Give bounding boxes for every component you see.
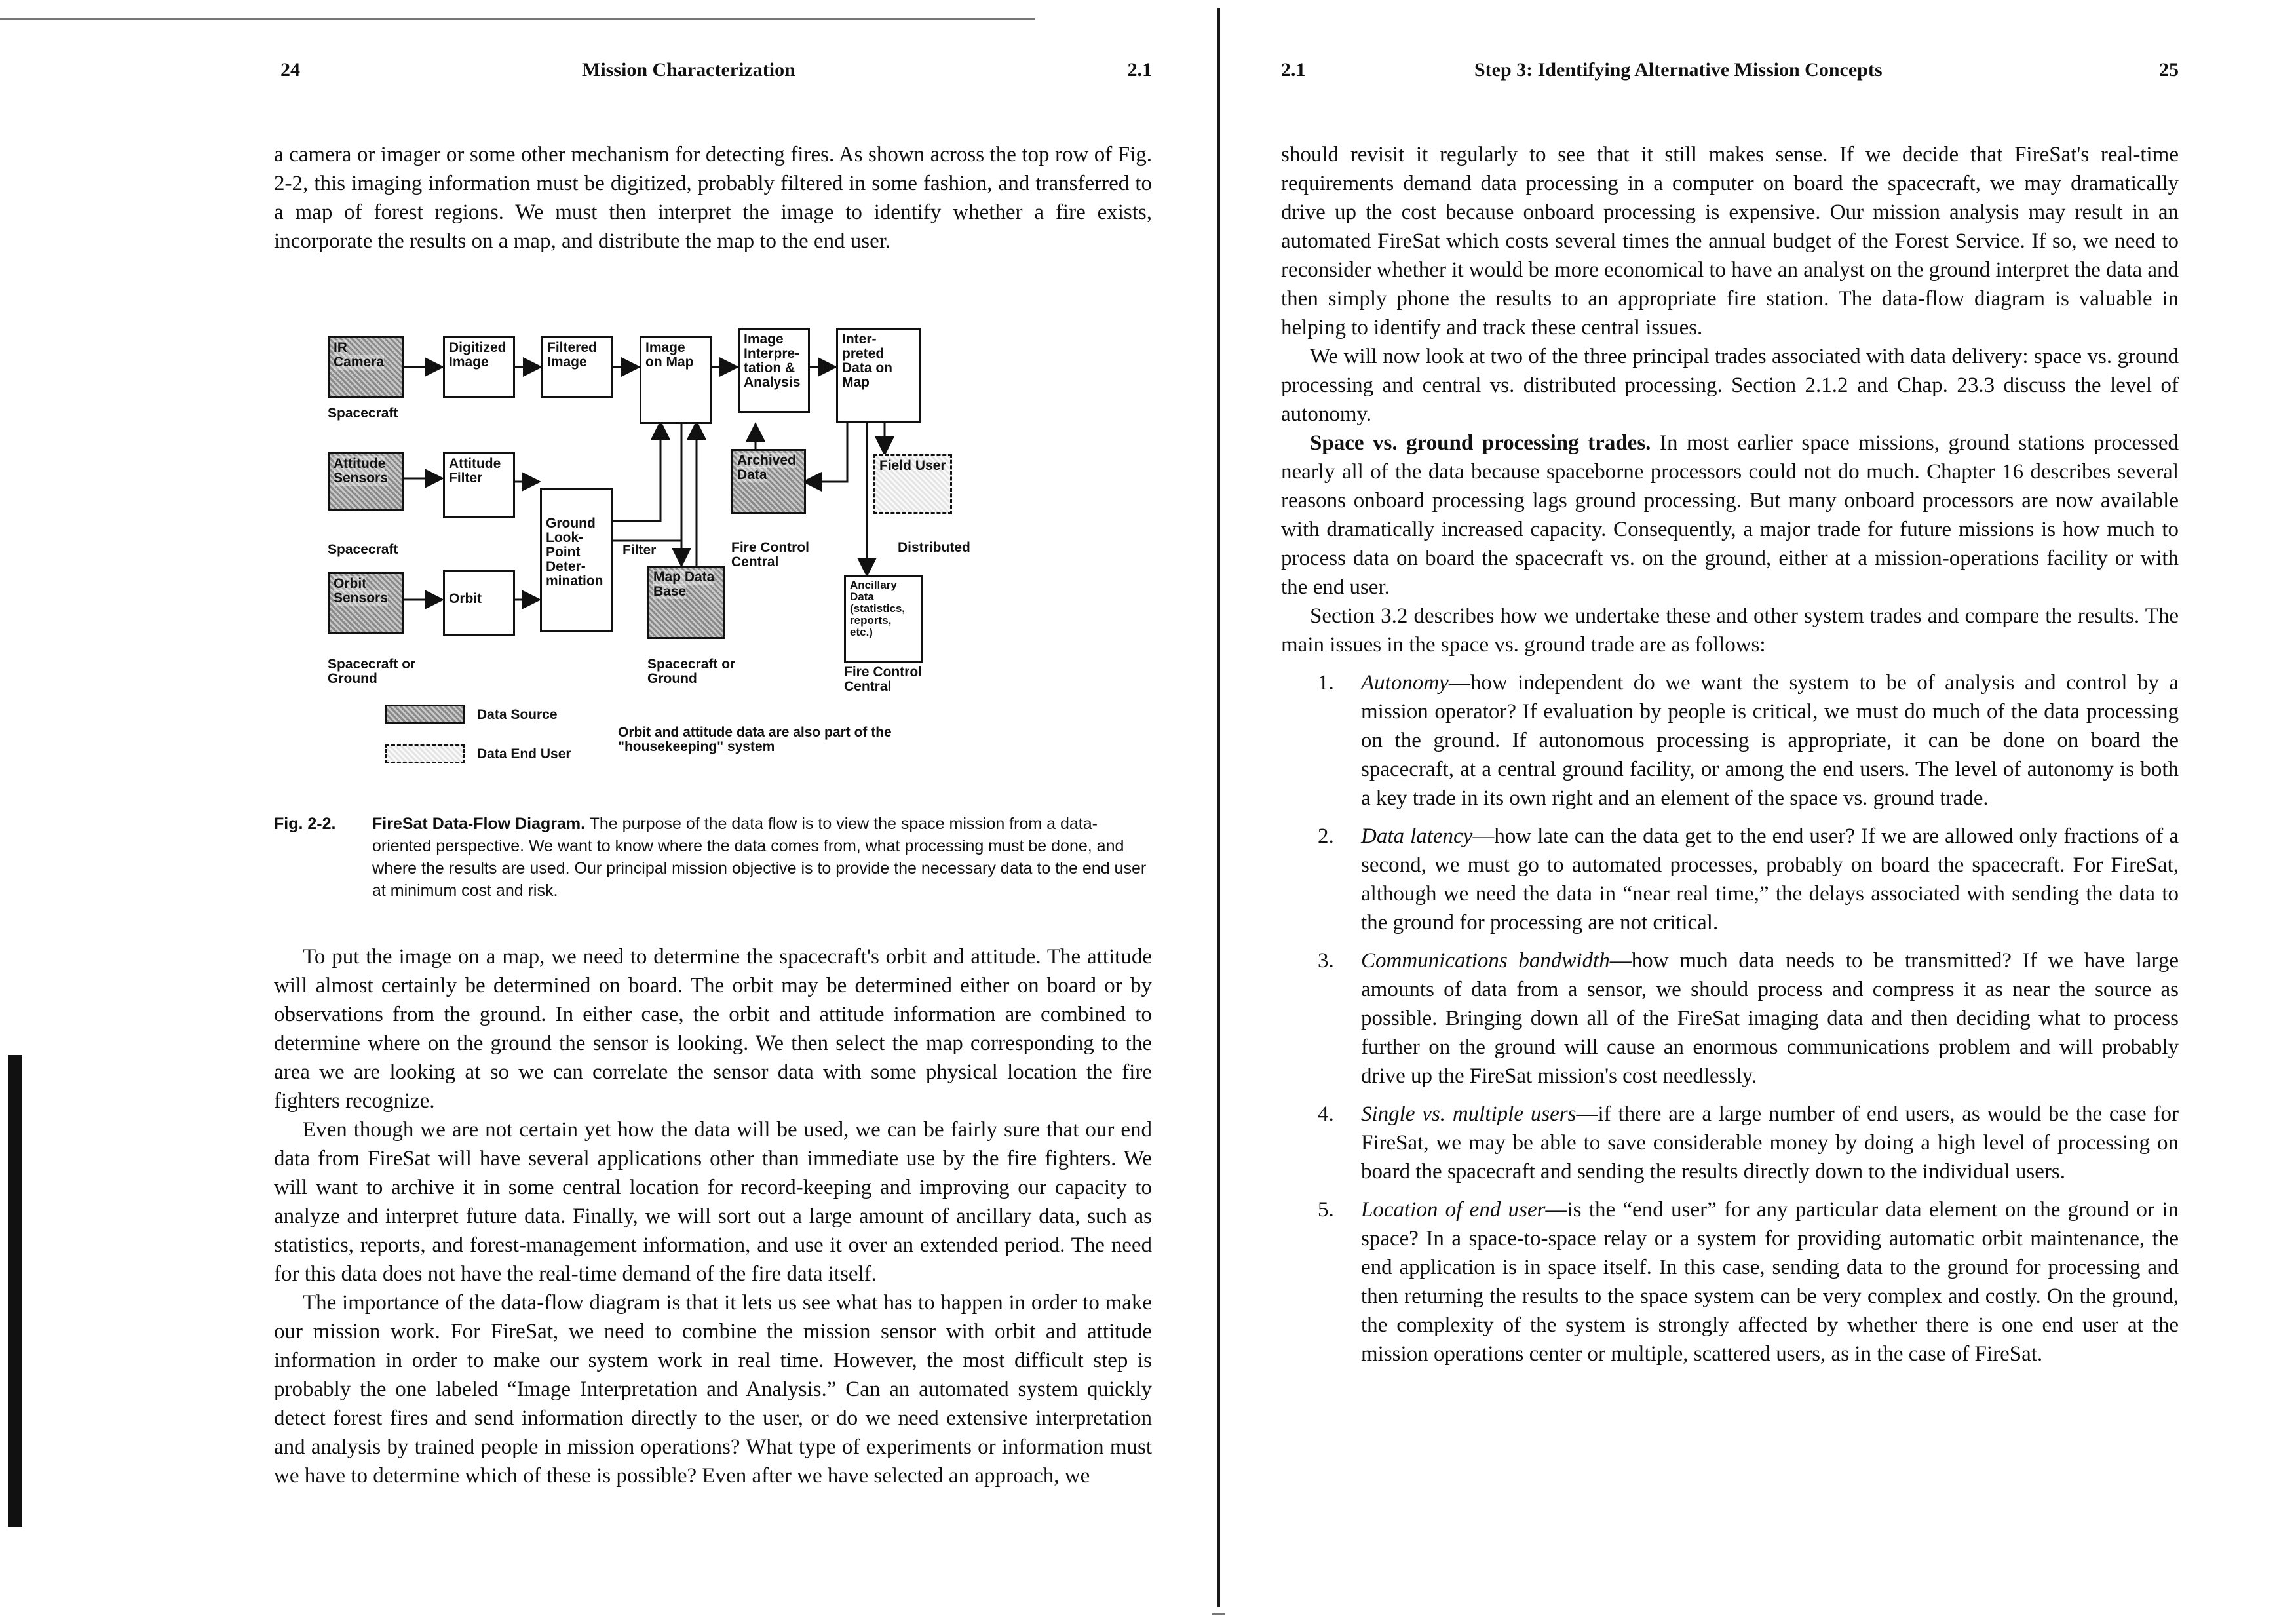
label-spacecraft-1: Spacecraft [328,406,398,421]
image-on-map-box: Image on Map [640,336,712,424]
diagram-note: Orbit and attitude data are also part of the "housekeeping" system [618,725,892,754]
filtered-image-box: Filtered Image [541,336,613,398]
section-number-right: 2.1 [1281,59,1306,81]
left-para-1: To put the image on a map, we need to determine the spacecraft's orbit and attitude. The attitude will almost certainly be determined on board. The orbit may be determined either on board or by observations from the ground. In either case, the orbit and attitude information are combined to determine where on the ground the sensor is looking. We then select the map corresponding to the area we are looking at so we can correlate the sensor data with some physical location the fire fighters recognize. [274,945,1152,1113]
page-number: 24 [280,59,300,81]
right-para-4: Section 3.2 describes how we undertake these and other system trades and compare the results. The main issues in the space vs. ground trade are as follows: [1281,604,2179,657]
attitude-filter-box: Attitude Filter [443,452,515,518]
intro-paragraph [274,140,1152,256]
attitude-sensors-box: Attitude Sensors [328,452,404,511]
arrow-interpreted-archive [806,423,847,482]
label-spacecraft-or-ground-1: Spacecraft or Ground [328,657,416,686]
scan-mark-bottom [1212,1613,1225,1615]
scan-line-top [0,18,1035,20]
intro-text: a camera or imager or some other mechanism for detecting fires. As shown across the top row of Fig. 2-2, this imaging information must be digitized, probably filtered in some fashion, and transferred to a map of forest regions. We must then interpret the image to identify whether a fire exists, incorporate the results on a map, and distribute the map to the end user. [274,143,1152,253]
left-para-3: The importance of the data-flow diagram is that it lets us see what has to happen in order to make our mission work. For FireSat, we need to combine the mission sensor with orbit and attitude information in order to make our system work in real time. However, the most difficult step is probably the one labeled “Image Interpretation and Analysis.” Can an automated system quickly detect forest fires and send information directly to the user, or do we need extensive interpretation and analysis by trained people in mission operations? What type of experiments or information must we have to determine which of these is possible? Even after we have selected an approach, we [274,1291,1152,1488]
trade-heading: Space vs. ground processing trades. [1310,431,1651,455]
ancillary-data-box: Ancillary Data (statistics, reports, etc.) [844,575,923,663]
list-item: 4. Single vs. multiple users—if there are a large number of end users, as would be the case for FireSat, we may be able to save considerable money by doing a high level of processing on board the spacecraft and sending the results directly down to the individual users. [1318,1102,2179,1184]
label-distributed: Distributed [898,540,970,555]
ground-lookpoint-box: Ground Look-Point Deter-mination [540,488,613,632]
page-gutter [1217,8,1220,1607]
list-item: 2. Data latency—how late can the data get to the end user? If we are allowed only fractions of a second, we must go to automated processes, probably on board the spacecraft. For FireSat, although we need the data in “near real time,” the delays associated with sending the data to the ground for processing are not critical. [1318,824,2179,935]
image-interpretation-box: Image Interpre-tation & Analysis [738,328,810,413]
label-fire-control-central-1: Fire Control Central [731,540,809,570]
label-spacecraft-2: Spacecraft [328,542,398,557]
caption-title: FireSat Data-Flow Diagram. [372,815,586,833]
data-flow-diagram [320,324,1106,796]
label-spacecraft-or-ground-2: Spacecraft or Ground [647,657,736,686]
section-number: 2.1 [1127,59,1152,81]
running-title: Mission Characterization [582,59,795,81]
caption-label: Fig. 2-2. [274,815,336,833]
list-item: 3. Communications bandwidth—how much data needs to be transmitted? If we have large amounts of data from a sensor, we should process and compress it as near the source as possible. Bringing down all of the FireSat imaging data and then deciding what to process further on the ground will cause an enormous communications problem and will probably drive up the FireSat mission's cost needlessly. [1318,949,2179,1088]
field-user-box: Field User [873,454,952,514]
label-fire-control-central-2: Fire Control Central [844,665,922,694]
digitized-image-box: Digitized Image [443,336,515,398]
scan-edge-bar [8,1055,22,1527]
legend-user-swatch [385,744,465,763]
left-body [274,942,1152,1490]
right-body [1281,140,2179,1368]
interpreted-data-box: Inter-preted Data on Map [836,328,921,423]
archived-data-box: Archived Data [731,449,806,514]
legend-source-label: Data Source [477,707,558,722]
list-item: 1. Autonomy—how independent do we want the system to be of analysis and control by a mission operator? If evaluation by people is critical, we must do much of the data processing on the ground. If autonomous processing is appropriate, it can be done on board the spacecraft, at a central ground facility, or among the end users. The level of autonomy is both a key trade in its own right and an element of the space vs. ground trade. [1318,671,2179,810]
label-filter: Filter [622,543,657,558]
legend-user-label: Data End User [477,746,571,762]
right-para-3: Space vs. ground processing trades. In most earlier space missions, ground stations processed nearly all of the data because spaceborne processors could not do much. Chapter 16 describes several reasons onboard processing lags ground processing. But many onboard processors are now available with dramatically increased capacity. Consequently, a major trade for future missions is how much to process data on board the spacecraft vs. on the ground, either at a mission-operations facility or with the end user. [1281,431,2179,599]
right-para-2: We will now look at two of the three principal trades associated with data delivery: space vs. ground processing and central vs. distributed processing. Section 2.1.2 and Chap. 23.3 discuss the level of autonomy. [1281,345,2179,426]
orbit-box: Orbit [443,570,515,636]
trade-list [1318,668,2179,1368]
running-header-right [1281,59,2179,85]
left-para-2: Even though we are not certain yet how the data will be used, we can be fairly sure that our end data from FireSat will have several applications other than immediate use by the fire fighters. We will want to archive it in some central location for record-keeping and improving our capacity to analyze and interpret future data. Finally, we will sort out a large amount of ancillary data, such as statistics, reports, and forest-management information, and use it over an extended period. The need for this data does not have the real-time demand of the fire data itself. [274,1118,1152,1286]
running-title-right: Step 3: Identifying Alternative Mission Concepts [1474,59,1883,81]
orbit-sensors-box: Orbit Sensors [328,572,404,634]
figure-caption [274,813,1152,902]
arrow-ground-imagemap [613,424,660,521]
ir-camera-box: IR Camera [328,336,404,398]
list-item: 5. Location of end user—is the “end user” for any particular data element on the ground or in space? In a space-to-space relay or a system for providing automatic orbit maintenance, the end application is in space itself. In this case, sending data to the ground for processing and then returning the results to the space system can be very complex and costly. On the ground, the complexity of the system is strongly affected by whether there is one end user at the mission operations center or multiple, scattered users, as in the case of FireSat. [1318,1198,2179,1366]
map-data-base-box: Map Data Base [647,566,725,639]
caption-text: The purpose of the data flow is to view the space mission from a data-oriented perspective. We want to know where the data comes from, what processing must be done, and where the results are used. Our principal mission objective is to provide the necessary data to the end user at minimum cost and risk. [372,815,1147,900]
right-para-1: should revisit it regularly to see that it still makes sense. If we decide that FireSat's real-time requirements demand data processing in a computer on board the spacecraft, we may dramatically drive up the cost because onboard processing is expensive. Our mission analysis may result in an automated FireSat which costs several times the annual budget of the Forest Service. If so, we need to reconsider whether it would be more economical to have an analyst on the ground interpret the data and then simply phone the results to an appropriate fire station. The data-flow diagram is valuable in helping to identify and track these central issues. [1281,143,2179,339]
page-number-right: 25 [2159,59,2179,81]
running-header [274,59,1152,85]
legend-source-swatch [385,705,465,724]
